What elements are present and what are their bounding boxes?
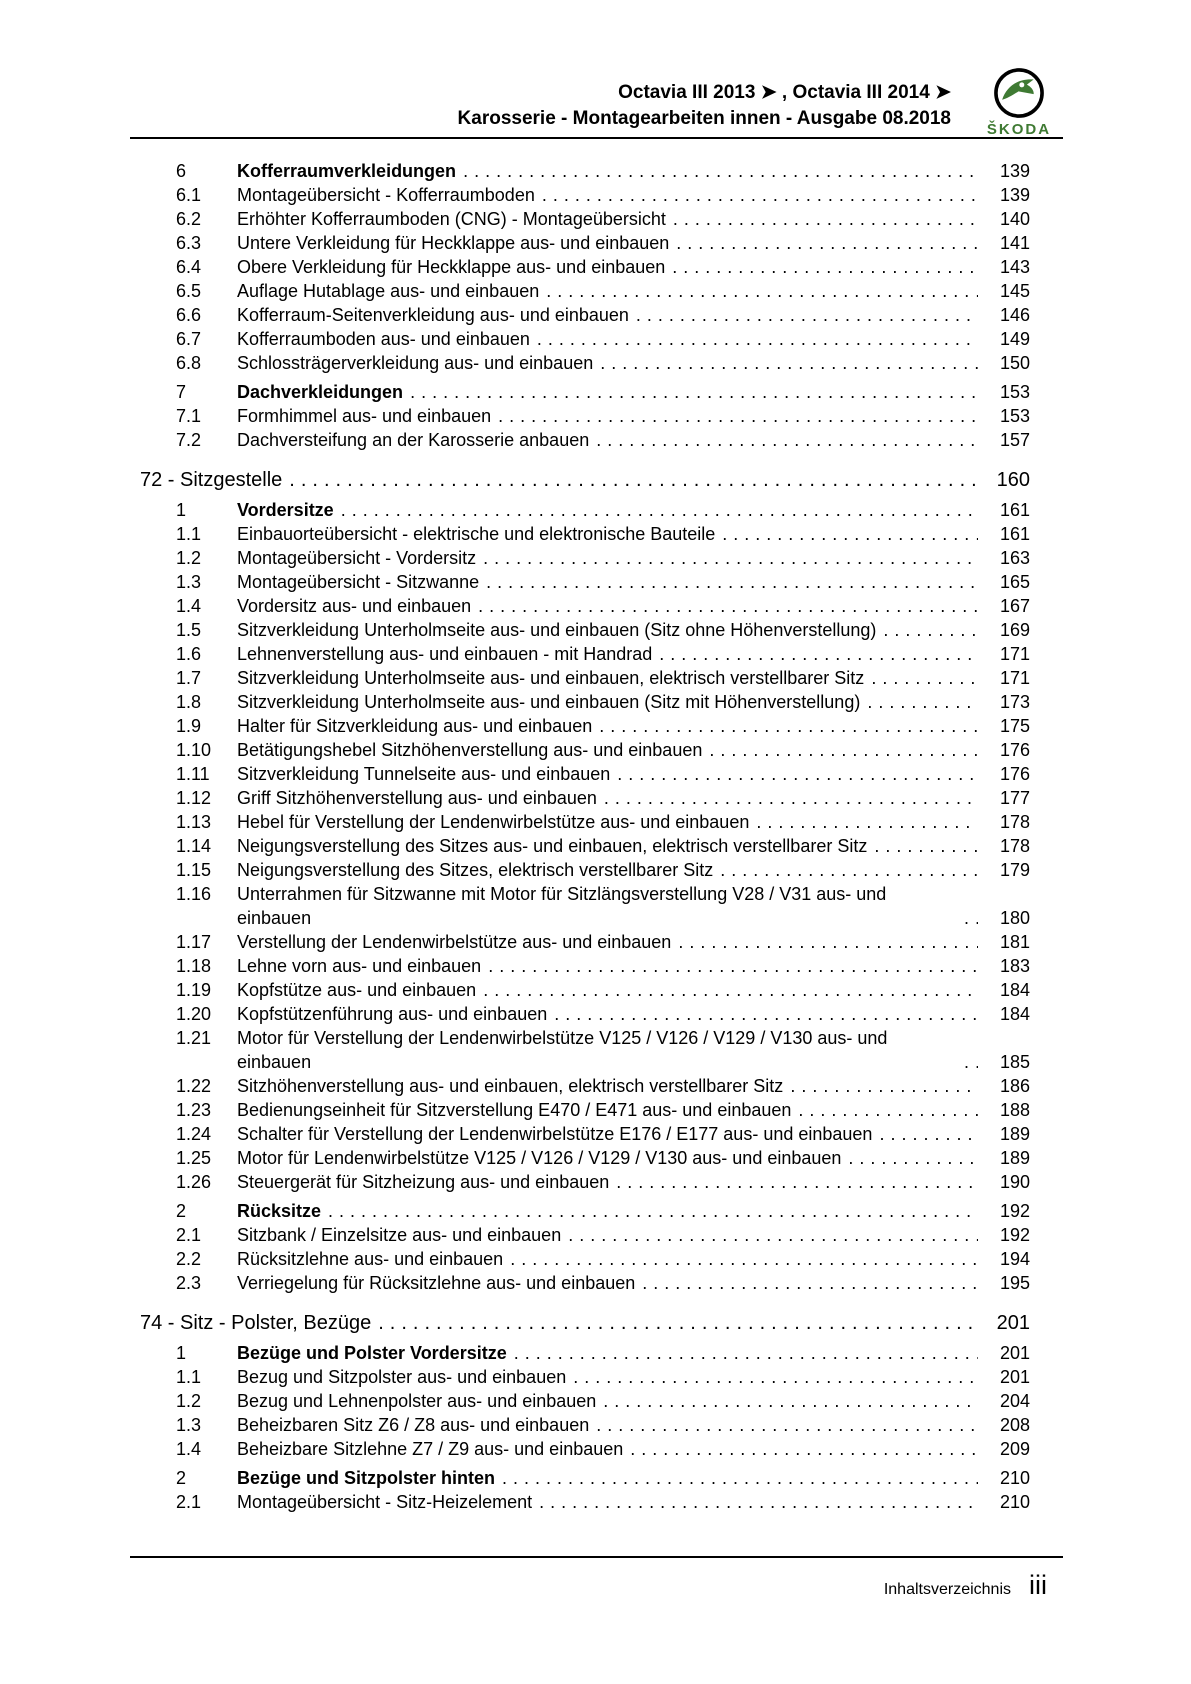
toc-entry-number: 6.5 bbox=[176, 281, 202, 301]
toc-dot-leader bbox=[874, 834, 978, 858]
toc-dot-leader bbox=[341, 498, 978, 522]
toc-entry-page: 176 bbox=[999, 740, 1030, 760]
toc-entry[interactable] bbox=[140, 978, 1030, 1002]
toc-entry-page: 139 bbox=[999, 185, 1030, 205]
toc-entry-number: 1.11 bbox=[176, 764, 210, 784]
toc-dot-leader bbox=[289, 467, 978, 493]
toc-dot-leader bbox=[483, 978, 978, 1002]
skoda-emblem-icon bbox=[992, 66, 1046, 120]
toc-entry-page: 201 bbox=[996, 1312, 1030, 1334]
toc-entry-page: 192 bbox=[999, 1225, 1030, 1245]
toc-entry-page: 185 bbox=[999, 1052, 1030, 1072]
toc-dot-leader bbox=[604, 786, 978, 810]
toc-entry-title: Vordersitze bbox=[237, 500, 334, 520]
toc-entry-number: 6 bbox=[176, 161, 187, 181]
toc-entry[interactable] bbox=[140, 594, 1030, 618]
toc-entry-page: 145 bbox=[999, 281, 1030, 301]
toc-entry-title: Kofferraumboden aus- und einbauen bbox=[237, 329, 530, 349]
toc-dot-leader bbox=[709, 738, 978, 762]
toc-entry[interactable] bbox=[140, 231, 1030, 255]
toc-entry[interactable] bbox=[140, 858, 1030, 882]
toc-entry-title: Kofferraum-Seitenverkleidung aus- und einbauen bbox=[237, 305, 629, 325]
toc-entry[interactable] bbox=[140, 327, 1030, 351]
toc-entry-number: 6.6 bbox=[176, 305, 202, 325]
toc-entry-page: 171 bbox=[999, 668, 1030, 688]
toc-dot-leader bbox=[756, 810, 978, 834]
page-header bbox=[130, 66, 1063, 138]
toc-entry-number: 1.4 bbox=[176, 596, 202, 616]
toc-entry-title: Kopfstütze aus- und einbauen bbox=[237, 980, 477, 1000]
toc-entry-title: Bezüge und Sitzpolster hinten bbox=[237, 1468, 496, 1488]
toc-dot-leader bbox=[848, 1146, 978, 1170]
toc-dot-leader bbox=[642, 1271, 978, 1295]
toc-entry-number: 7 bbox=[176, 382, 187, 402]
toc-entry-page: 184 bbox=[999, 980, 1030, 1000]
toc-entry[interactable] bbox=[140, 1490, 1030, 1514]
toc-entry-number: 6.8 bbox=[176, 353, 202, 373]
toc-entry-number: 1.23 bbox=[176, 1100, 212, 1120]
toc-entry-page: 204 bbox=[999, 1391, 1030, 1411]
toc-entry-title: Sitzverkleidung Tunnelseite aus- und einbauen bbox=[237, 764, 611, 784]
toc-dot-leader bbox=[546, 279, 978, 303]
toc-entry-number: 2 bbox=[176, 1201, 187, 1221]
toc-entry-title: Sitzverkleidung Unterholmseite aus- und einbauen (Sitz mit Höhenverstellung) bbox=[237, 692, 861, 712]
toc-entry-number: 1.3 bbox=[176, 1415, 202, 1435]
toc-entry-number: 1.22 bbox=[176, 1076, 212, 1096]
toc-entry[interactable] bbox=[140, 786, 1030, 810]
toc-entry-number: 2.1 bbox=[176, 1225, 202, 1245]
toc-dot-leader bbox=[510, 1247, 978, 1271]
toc-entry-title: Rücksitzlehne aus- und einbauen bbox=[237, 1249, 504, 1269]
skoda-wordmark: ŠKODA bbox=[986, 121, 1052, 138]
toc-entry[interactable] bbox=[140, 1389, 1030, 1413]
toc-entry[interactable] bbox=[140, 1247, 1030, 1271]
toc-entry[interactable] bbox=[140, 1223, 1030, 1247]
toc-entry[interactable] bbox=[140, 351, 1030, 375]
toc-entry-number: 1.10 bbox=[176, 740, 212, 760]
toc-entry-page: 153 bbox=[999, 382, 1030, 402]
header-text bbox=[458, 80, 951, 132]
toc-entry[interactable] bbox=[140, 1437, 1030, 1461]
toc-entry-page: 161 bbox=[999, 524, 1030, 544]
toc-entry-number: 1.9 bbox=[176, 716, 202, 736]
toc-entry[interactable] bbox=[140, 1466, 1030, 1490]
toc-entry-page: 186 bbox=[999, 1076, 1030, 1096]
toc-dot-leader bbox=[964, 906, 978, 930]
toc-entry-page: 183 bbox=[999, 956, 1030, 976]
toc-entry[interactable] bbox=[140, 1146, 1030, 1170]
toc-dot-leader bbox=[722, 522, 978, 546]
toc-entry[interactable] bbox=[140, 570, 1030, 594]
toc-entry[interactable] bbox=[140, 207, 1030, 231]
toc-entry[interactable] bbox=[140, 666, 1030, 690]
toc-entry-title: Bedienungseinheit für Sitzverstellung E470 / E471 aus- und einbauen bbox=[237, 1100, 792, 1120]
toc-entry[interactable] bbox=[140, 467, 1030, 493]
toc-entry-page: 188 bbox=[999, 1100, 1030, 1120]
toc-entry-number: 1.6 bbox=[176, 644, 202, 664]
toc-entry[interactable] bbox=[140, 642, 1030, 666]
toc-entry-page: 180 bbox=[999, 908, 1030, 928]
header-models: Octavia III 2013 ➤ , Octavia III 2014 ➤ bbox=[618, 82, 951, 103]
toc-entry-number: 1.12 bbox=[176, 788, 212, 808]
toc-entry-title: Lehnenverstellung aus- und einbauen - mit Handrad bbox=[237, 644, 653, 664]
toc-dot-leader bbox=[378, 1310, 978, 1336]
toc-dot-leader bbox=[573, 1365, 978, 1389]
toc-entry[interactable] bbox=[140, 1026, 1030, 1074]
toc-entry-title: 72 - Sitzgestelle bbox=[140, 469, 283, 491]
toc-entry-title: Verriegelung für Rücksitzlehne aus- und einbauen bbox=[237, 1273, 636, 1293]
toc-entry-title: Neigungsverstellung des Sitzes, elektrisch verstellbarer Sitz bbox=[237, 860, 714, 880]
toc-dot-leader bbox=[539, 1490, 978, 1514]
toc-entry-title: Lehne vorn aus- und einbauen bbox=[237, 956, 482, 976]
toc-entry-page: 171 bbox=[999, 644, 1030, 664]
toc-entry-number: 6.2 bbox=[176, 209, 202, 229]
toc-dot-leader bbox=[568, 1223, 978, 1247]
toc-dot-leader bbox=[603, 1389, 978, 1413]
toc-dot-leader bbox=[483, 546, 978, 570]
toc-dot-leader bbox=[596, 1413, 978, 1437]
toc-list bbox=[140, 154, 1030, 1514]
toc-entry-page: 176 bbox=[999, 764, 1030, 784]
toc-entry[interactable] bbox=[140, 1002, 1030, 1026]
toc-entry-number: 1.26 bbox=[176, 1172, 212, 1192]
toc-dot-leader bbox=[883, 618, 978, 642]
toc-entry[interactable] bbox=[140, 404, 1030, 428]
toc-entry-title: Neigungsverstellung des Sitzes aus- und einbauen, elektrisch verstellbarer Sitz bbox=[237, 836, 868, 856]
toc-entry-title: Untere Verkleidung für Heckklappe aus- und einbauen bbox=[237, 233, 670, 253]
toc-entry-page: 208 bbox=[999, 1415, 1030, 1435]
toc-entry-number: 1 bbox=[176, 1343, 187, 1363]
toc-entry-page: 195 bbox=[999, 1273, 1030, 1293]
toc-entry-title: Formhimmel aus- und einbauen bbox=[237, 406, 492, 426]
toc-dot-leader bbox=[554, 1002, 978, 1026]
toc-entry-title: Bezug und Sitzpolster aus- und einbauen bbox=[237, 1367, 567, 1387]
toc-dot-leader bbox=[672, 255, 978, 279]
toc-dot-leader bbox=[463, 159, 978, 183]
toc-entry-page: 140 bbox=[999, 209, 1030, 229]
toc-entry-title: Hebel für Verstellung der Lendenwirbelstütze aus- und einbauen bbox=[237, 812, 750, 832]
toc-entry-title: Sitzhöhenverstellung aus- und einbauen, elektrisch verstellbarer Sitz bbox=[237, 1076, 784, 1096]
toc-entry-page: 143 bbox=[999, 257, 1030, 277]
toc-entry-page: 184 bbox=[999, 1004, 1030, 1024]
toc-dot-leader bbox=[673, 207, 978, 231]
toc-entry-page: 189 bbox=[999, 1148, 1030, 1168]
header-divider bbox=[130, 137, 1063, 139]
toc-entry[interactable] bbox=[140, 1413, 1030, 1437]
toc-entry-title: Dachverkleidungen bbox=[237, 382, 404, 402]
toc-entry-title: Betätigungshebel Sitzhöhenverstellung aus- und einbauen bbox=[237, 740, 703, 760]
toc-entry[interactable] bbox=[140, 714, 1030, 738]
toc-entry-number: 7.2 bbox=[176, 430, 202, 450]
toc-entry-title: Sitzbank / Einzelsitze aus- und einbauen bbox=[237, 1225, 562, 1245]
toc-entry-number: 1.17 bbox=[176, 932, 212, 952]
toc-entry-title: Erhöhter Kofferraumboden (CNG) - Montageübersicht bbox=[237, 209, 666, 229]
toc-entry[interactable] bbox=[140, 762, 1030, 786]
toc-entry[interactable] bbox=[140, 498, 1030, 522]
toc-entry-number: 1.2 bbox=[176, 1391, 202, 1411]
footer-row bbox=[130, 1558, 1063, 1601]
toc-dot-leader bbox=[678, 930, 978, 954]
toc-entry-number: 1.13 bbox=[176, 812, 212, 832]
toc-entry-page: 169 bbox=[999, 620, 1030, 640]
toc-entry-number: 1.4 bbox=[176, 1439, 202, 1459]
toc-entry-number: 1.21 bbox=[176, 1028, 212, 1048]
toc-entry-page: 178 bbox=[999, 812, 1030, 832]
toc-entry-page: 181 bbox=[999, 932, 1030, 952]
toc-dot-leader bbox=[676, 231, 978, 255]
toc-entry-page: 173 bbox=[999, 692, 1030, 712]
toc-dot-leader bbox=[617, 762, 978, 786]
toc-dot-leader bbox=[596, 428, 978, 452]
toc-dot-leader bbox=[514, 1341, 978, 1365]
toc-entry[interactable] bbox=[140, 618, 1030, 642]
toc-dot-leader bbox=[478, 594, 978, 618]
toc-entry-number: 1.5 bbox=[176, 620, 202, 640]
toc-dot-leader bbox=[600, 351, 978, 375]
toc-entry-number: 6.3 bbox=[176, 233, 202, 253]
toc-entry-number: 1.18 bbox=[176, 956, 212, 976]
toc-dot-leader bbox=[871, 666, 978, 690]
toc-entry-title: Verstellung der Lendenwirbelstütze aus- und einbauen bbox=[237, 932, 672, 952]
toc-entry[interactable] bbox=[140, 279, 1030, 303]
toc-dot-leader bbox=[879, 1122, 978, 1146]
toc-dot-leader bbox=[659, 642, 978, 666]
toc-dot-leader bbox=[502, 1466, 978, 1490]
toc-entry[interactable] bbox=[140, 522, 1030, 546]
toc-entry-title: Beheizbaren Sitz Z6 / Z8 aus- und einbauen bbox=[237, 1415, 590, 1435]
toc-entry-title: Kopfstützenführung aus- und einbauen bbox=[237, 1004, 548, 1024]
toc-entry[interactable] bbox=[140, 428, 1030, 452]
toc-entry-number: 7.1 bbox=[176, 406, 202, 426]
toc-entry-title: Kofferraumverkleidungen bbox=[237, 161, 457, 181]
toc-entry-number: 1.1 bbox=[176, 524, 202, 544]
toc-entry-page: 161 bbox=[999, 500, 1030, 520]
toc-entry[interactable] bbox=[140, 930, 1030, 954]
toc-entry-title: Halter für Sitzverkleidung aus- und einbauen bbox=[237, 716, 593, 736]
toc-dot-leader bbox=[636, 303, 978, 327]
toc-dot-leader bbox=[328, 1199, 978, 1223]
toc-entry-title: Rücksitze bbox=[237, 1201, 322, 1221]
toc-entry-title: Beheizbare Sitzlehne Z7 / Z9 aus- und einbauen bbox=[237, 1439, 624, 1459]
toc-entry-number: 6.1 bbox=[176, 185, 202, 205]
toc-entry-page: 157 bbox=[999, 430, 1030, 450]
toc-entry-page: 167 bbox=[999, 596, 1030, 616]
toc-entry-page: 149 bbox=[999, 329, 1030, 349]
toc-entry-title: Vordersitz aus- und einbauen bbox=[237, 596, 472, 616]
toc-entry-title: Montageübersicht - Vordersitz bbox=[237, 548, 477, 568]
toc-entry-number: 1.15 bbox=[176, 860, 212, 880]
toc-dot-leader bbox=[790, 1074, 978, 1098]
toc-entry[interactable] bbox=[140, 1341, 1030, 1365]
toc-entry-title: Steuergerät für Sitzheizung aus- und einbauen bbox=[237, 1172, 610, 1192]
toc-entry-title: Montageübersicht - Sitzwanne bbox=[237, 572, 480, 592]
toc-entry[interactable] bbox=[140, 834, 1030, 858]
toc-entry-title: Sitzverkleidung Unterholmseite aus- und einbauen, elektrisch verstellbarer Sitz bbox=[237, 668, 865, 688]
toc-entry-page: 139 bbox=[999, 161, 1030, 181]
toc-entry-title: Montageübersicht - Kofferraumboden bbox=[237, 185, 535, 205]
toc-entry-page: 179 bbox=[999, 860, 1030, 880]
toc-entry[interactable] bbox=[140, 1098, 1030, 1122]
toc-dot-leader bbox=[964, 1050, 978, 1074]
toc-entry-number: 1.1 bbox=[176, 1367, 202, 1387]
toc-entry-title: Obere Verkleidung für Heckklappe aus- und einbauen bbox=[237, 257, 666, 277]
toc-dot-leader bbox=[542, 183, 978, 207]
toc-dot-leader bbox=[616, 1170, 978, 1194]
toc-entry[interactable] bbox=[140, 1271, 1030, 1295]
toc-entry[interactable] bbox=[140, 159, 1030, 183]
toc-entry[interactable] bbox=[140, 1170, 1030, 1194]
toc-dot-leader bbox=[599, 714, 978, 738]
toc-entry-page: 210 bbox=[999, 1468, 1030, 1488]
toc-entry-title: Bezüge und Polster Vordersitze bbox=[237, 1343, 507, 1363]
toc-entry-number: 1.7 bbox=[176, 668, 202, 688]
toc-entry-title: Motor für Verstellung der Lendenwirbelstütze V125 / V126 / V129 / V130 aus- und einbauen bbox=[237, 1028, 888, 1072]
toc-entry-page: 141 bbox=[999, 233, 1030, 253]
toc-entry-title: Schlossträgerverkleidung aus- und einbauen bbox=[237, 353, 594, 373]
toc-entry-title: Bezug und Lehnenpolster aus- und einbauen bbox=[237, 1391, 597, 1411]
toc-entry-page: 150 bbox=[999, 353, 1030, 373]
toc-entry[interactable] bbox=[140, 690, 1030, 714]
toc-entry-title: Sitzverkleidung Unterholmseite aus- und einbauen (Sitz ohne Höhenverstellung) bbox=[237, 620, 877, 640]
toc-entry-page: 190 bbox=[999, 1172, 1030, 1192]
toc-entry-title: 74 - Sitz - Polster, Bezüge bbox=[140, 1312, 372, 1334]
toc-entry[interactable] bbox=[140, 1074, 1030, 1098]
toc-entry-page: 210 bbox=[999, 1492, 1030, 1512]
toc-entry-title: Dachversteifung an der Karosserie anbauen bbox=[237, 430, 590, 450]
toc-entry-page: 189 bbox=[999, 1124, 1030, 1144]
toc-entry-page: 201 bbox=[999, 1367, 1030, 1387]
toc-dot-leader bbox=[488, 954, 978, 978]
toc-entry[interactable] bbox=[140, 255, 1030, 279]
toc-entry-page: 178 bbox=[999, 836, 1030, 856]
toc-entry-number: 1.8 bbox=[176, 692, 202, 712]
toc-entry[interactable] bbox=[140, 1310, 1030, 1336]
header-subtitle: Karosserie - Montagearbeiten innen - Ausgabe 08.2018 bbox=[457, 108, 951, 129]
toc-entry[interactable] bbox=[140, 1199, 1030, 1223]
toc-entry-number: 1.25 bbox=[176, 1148, 212, 1168]
toc-entry[interactable] bbox=[140, 183, 1030, 207]
toc-entry[interactable] bbox=[140, 546, 1030, 570]
toc-dot-leader bbox=[630, 1437, 978, 1461]
toc-entry-page: 163 bbox=[999, 548, 1030, 568]
toc-dot-leader bbox=[867, 690, 978, 714]
toc-entry-number: 2.1 bbox=[176, 1492, 202, 1512]
toc-entry-number: 1.3 bbox=[176, 572, 202, 592]
footer-label: Inhaltsverzeichnis bbox=[883, 1581, 1011, 1598]
toc-entry-title: Griff Sitzhöhenverstellung aus- und einbauen bbox=[237, 788, 597, 808]
toc-entry-number: 1.24 bbox=[176, 1124, 212, 1144]
toc-entry-title: Motor für Lendenwirbelstütze V125 / V126 / V129 / V130 aus- und einbauen bbox=[237, 1148, 842, 1168]
toc-entry-title: Unterrahmen für Sitzwanne mit Motor für Sitzlängsverstellung V28 / V31 aus- und einbauen bbox=[237, 884, 887, 928]
toc-entry[interactable] bbox=[140, 954, 1030, 978]
toc-dot-leader bbox=[410, 380, 978, 404]
toc-entry-title: Einbauorteübersicht - elektrische und elektronische Bauteile bbox=[237, 524, 716, 544]
toc-entry-number: 1 bbox=[176, 500, 187, 520]
toc-entry-page: 146 bbox=[999, 305, 1030, 325]
toc-dot-leader bbox=[537, 327, 978, 351]
toc-entry-title: Schalter für Verstellung der Lendenwirbelstütze E176 / E177 aus- und einbauen bbox=[237, 1124, 873, 1144]
toc-entry-title: Auflage Hutablage aus- und einbauen bbox=[237, 281, 540, 301]
toc-entry[interactable] bbox=[140, 882, 1030, 930]
skoda-logo bbox=[975, 66, 1063, 138]
toc-entry-number: 1.16 bbox=[176, 884, 212, 904]
toc-entry-page: 165 bbox=[999, 572, 1030, 592]
toc-entry[interactable] bbox=[140, 303, 1030, 327]
toc-dot-leader bbox=[498, 404, 978, 428]
toc-entry[interactable] bbox=[140, 1122, 1030, 1146]
toc-entry-number: 2.2 bbox=[176, 1249, 202, 1269]
footer-page-number: iii bbox=[1029, 1570, 1047, 1600]
toc-entry-page: 160 bbox=[996, 469, 1030, 491]
toc-entry-title: Montageübersicht - Sitz-Heizelement bbox=[237, 1492, 533, 1512]
toc-entry[interactable] bbox=[140, 738, 1030, 762]
toc-entry-number: 2 bbox=[176, 1468, 187, 1488]
toc-entry-number: 2.3 bbox=[176, 1273, 202, 1293]
toc-entry-page: 192 bbox=[999, 1201, 1030, 1221]
toc-entry[interactable] bbox=[140, 1365, 1030, 1389]
toc-entry-page: 194 bbox=[999, 1249, 1030, 1269]
toc-entry-number: 1.20 bbox=[176, 1004, 212, 1024]
toc-entry-page: 153 bbox=[999, 406, 1030, 426]
toc-entry-number: 1.19 bbox=[176, 980, 212, 1000]
toc-entry-page: 177 bbox=[999, 788, 1030, 808]
toc-dot-leader bbox=[798, 1098, 978, 1122]
toc-entry[interactable] bbox=[140, 810, 1030, 834]
toc-entry-number: 6.4 bbox=[176, 257, 202, 277]
toc-entry-number: 6.7 bbox=[176, 329, 202, 349]
toc-dot-leader bbox=[720, 858, 978, 882]
page-footer bbox=[130, 1556, 1063, 1601]
toc-entry[interactable] bbox=[140, 380, 1030, 404]
toc-entry-number: 1.14 bbox=[176, 836, 212, 856]
toc-entry-page: 201 bbox=[999, 1343, 1030, 1363]
toc-entry-page: 175 bbox=[999, 716, 1030, 736]
toc-entry-page: 209 bbox=[999, 1439, 1030, 1459]
toc-entry-number: 1.2 bbox=[176, 548, 202, 568]
toc-dot-leader bbox=[486, 570, 978, 594]
